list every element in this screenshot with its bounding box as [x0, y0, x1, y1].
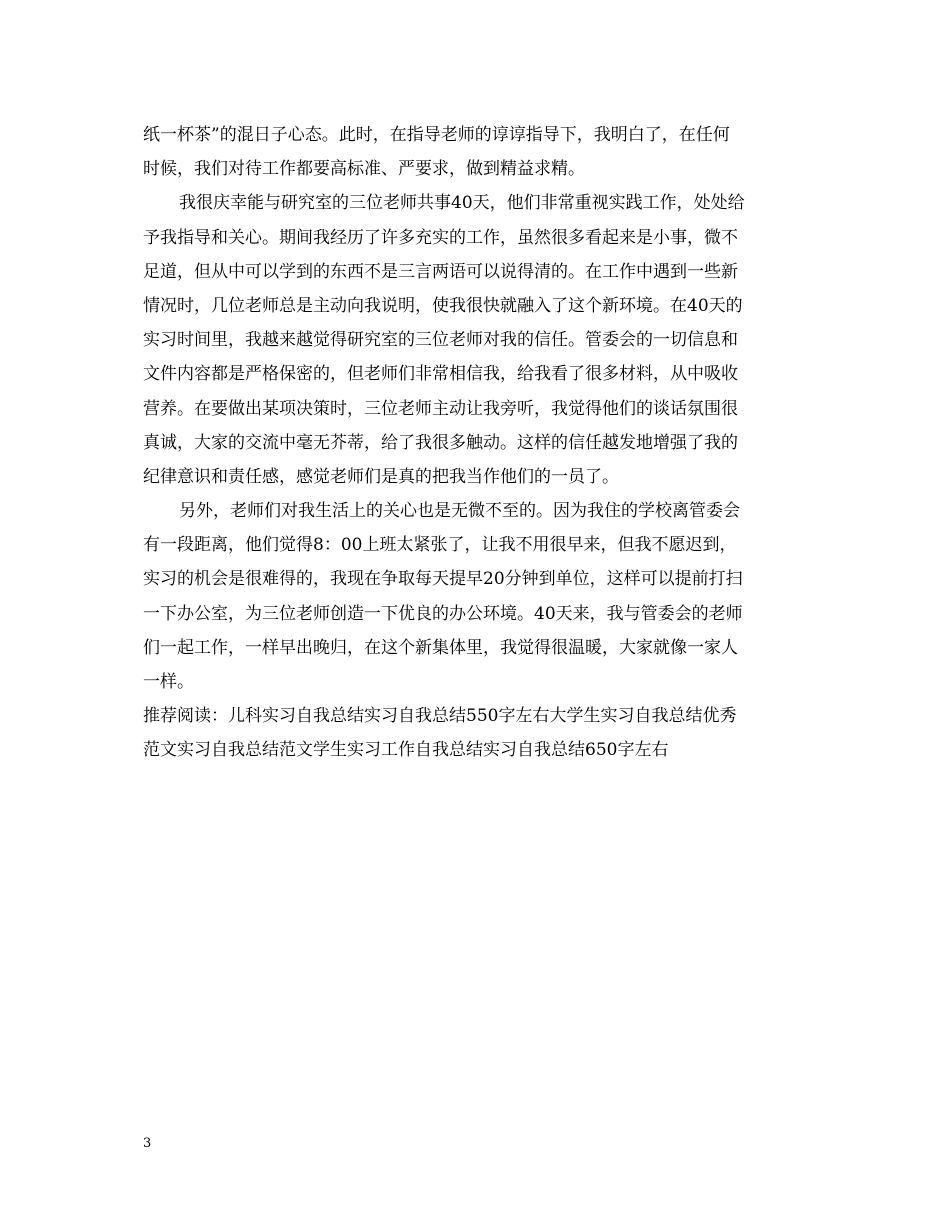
- paragraph-start-line: 我很庆幸能与研究室的三位老师共事40天，他们非常重视实践工作，处处给: [179, 193, 745, 214]
- text-line: 真诚，大家的交流中毫无芥蒂，给了我很多触动。这样的信任越发地增强了我的: [143, 432, 738, 453]
- body-text: [143, 118, 803, 768]
- text-line: 予我指导和关心。期间我经历了许多充实的工作，虽然很多看起来是小事，微不: [143, 227, 738, 248]
- text-line: 文件内容都是严格保密的，但老师们非常相信我，给我看了很多材料，从中吸收: [143, 364, 738, 385]
- paragraph-start-line: 另外，老师们对我生活上的关心也是无微不至的。因为我住的学校离管委会: [179, 501, 740, 522]
- text-line: 有一段距离，他们觉得8：00上班太紧张了，让我不用很早来，但我不愿迟到，: [143, 535, 737, 556]
- text-line: 营养。在要做出某项决策时，三位老师主动让我旁听，我觉得他们的谈话氛围很: [143, 398, 738, 419]
- text-line: 一下办公室，为三位老师创造一下优良的办公环境。40天来，我与管委会的老师: [143, 603, 743, 624]
- text-line: 时候，我们对待工作都要高标准、严要求，做到精益求精。: [143, 159, 585, 180]
- text-line: 纪律意识和责任感，感觉老师们是真的把我当作他们的一员了。: [143, 466, 619, 487]
- recommended-reading-line: 推荐阅读：儿科实习自我总结实习自我总结550字左右大学生实习自我总结优秀: [143, 706, 737, 727]
- text-line: 一样。: [143, 672, 194, 692]
- text-line: 纸一杯茶”的混日子心态。此时，在指导老师的谆谆指导下，我明白了，在任何: [143, 125, 730, 145]
- text-line: 实习的机会是很难得的，我现在争取每天提早20分钟到单位，这样可以提前打扫: [143, 569, 743, 590]
- recommended-reading-line: 范文实习自我总结范文学生实习工作自我总结实习自我总结650字左右: [143, 740, 669, 761]
- text-line: 实习时间里，我越来越觉得研究室的三位老师对我的信任。管委会的一切信息和: [143, 330, 738, 351]
- text-line: 情况时，几位老师总是主动向我说明，使我很快就融入了这个新环境。在40天的: [143, 295, 743, 316]
- text-line: 足道，但从中可以学到的东西不是三言两语可以说得清的。在工作中遇到一些新: [143, 261, 738, 282]
- page-number: 3: [143, 1136, 152, 1151]
- text-line: 们一起工作，一样早出晚归，在这个新集体里，我觉得很温暖，大家就像一家人: [143, 637, 738, 658]
